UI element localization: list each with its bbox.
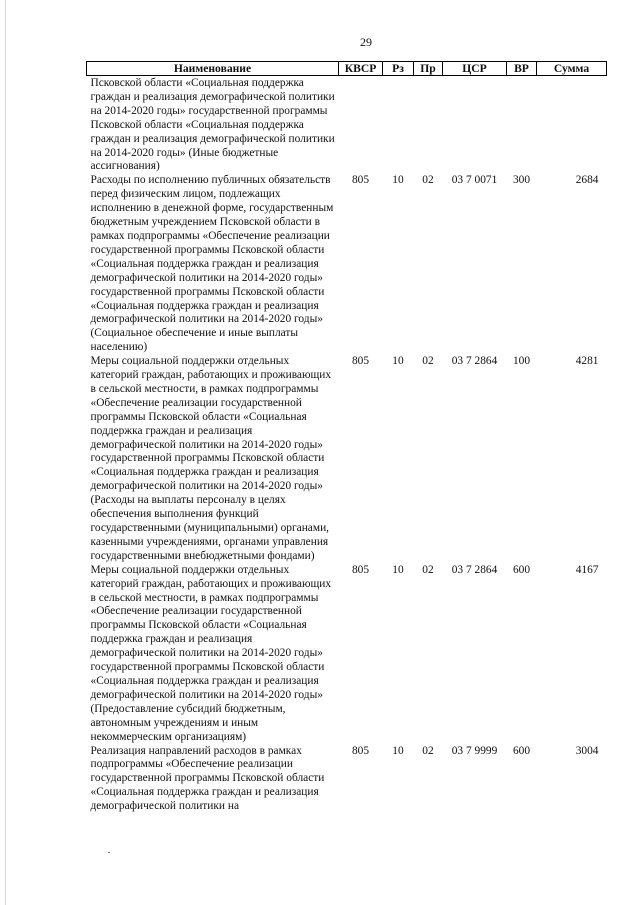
row-rz: 10 [392,355,404,368]
row-csr: 03 7 2864 [451,355,498,368]
row-kvsr: 805 [351,563,370,576]
header-csr: ЦСР [443,62,507,76]
row-vr: 600 [512,563,531,576]
table-row [87,564,607,745]
header-pr: Пр [414,62,443,76]
table-row [87,355,607,564]
row-vr: 100 [512,355,531,368]
table-header-row [87,62,607,76]
row-rz: 10 [392,744,404,757]
row-rz: 10 [392,174,404,187]
table-row [87,745,607,815]
header-vr: ВР [507,62,537,76]
row-sum: 3004 [575,744,599,757]
row-vr [507,76,537,175]
row-rz [383,76,414,175]
budget-table [86,61,607,814]
row-kvsr: 805 [351,174,370,187]
row-pr [414,76,443,175]
page-number: 29 [360,35,372,49]
header-name: Наименование [87,62,339,76]
header-sum: Сумма [537,62,607,76]
row-name: Меры социальной поддержки отдельных категорий граждан, работающих и проживающих в сельской местности, в рамках подпрограммы «Обеспечение реализации государственной программы Псковской области «Социальная поддержка граждан и реализация демографической политики на 2014-2020 годы» государственной программы Псковской области «Социальная поддержка граждан и реализация демографической политики на 2014-2020 годы» (Предоставление субсидий бюджетным, автономным учреждениям и иным некоммерческим организациям) [90,563,332,743]
row-csr: 03 7 9999 [451,744,498,757]
row-sum: 4281 [575,355,599,368]
row-name: Расходы по исполнению публичных обязательств перед физическим лицом, подлежащих исполнению в денежной форме, государственным бюджетным учреждением Псковской области в рамках подпрограммы «Обеспечение реализации государственной программы Псковской области «Социальная поддержка граждан и реализация демографической политики на 2014-2020 годы» государственной программы Псковской области «Социальная поддержка граждан и реализация демографической политики на 2014-2020 годы» (Социальное обеспечение и иные выплаты населению) [90,174,334,354]
row-pr: 02 [422,744,434,757]
table-row [87,174,607,355]
scan-speck [108,852,110,853]
row-rz: 10 [392,563,404,576]
row-csr [443,76,507,175]
header-rz: Рз [383,62,414,76]
row-name: Реализация направлений расходов в рамках подпрограммы «Обеспечение реализации государственной программы Псковской области «Социальная поддержка граждан и реализация демографической политики на [90,744,325,813]
row-vr: 600 [512,744,531,757]
row-pr: 02 [422,563,434,576]
row-csr: 03 7 2864 [451,563,498,576]
row-sum: 2684 [575,174,599,187]
row-sum: 4167 [575,563,599,576]
row-kvsr [339,76,383,175]
row-sum [537,76,607,175]
header-kvsr: КВСР [339,62,383,76]
row-pr: 02 [422,355,434,368]
row-name: Меры социальной поддержки отдельных категорий граждан, работающих и проживающих в сельской местности, в рамках подпрограммы «Обеспечение реализации государственной программы Псковской области «Социальная поддержка граждан и реализация демографической политики на 2014-2020 годы» государственной программы Псковской области «Социальная поддержка граждан и реализация демографической политики на 2014-2020 годы» (Расходы на выплаты персоналу в целях обеспечения выполнения функций государственными (муниципальными) органами, казенными учреждениями, органами управления государственными внебюджетными фондами) [90,355,332,562]
table-row [87,76,607,175]
scan-edge-line [5,0,6,905]
row-pr: 02 [422,174,434,187]
row-kvsr: 805 [351,744,370,757]
row-name: Псковской области «Социальная поддержка граждан и реализация демографической политики на 2014-2020 годы» государственной программы Псковской области «Социальная поддержка граждан и реализация демографической политики на 2014-2020 годы» (Иные бюджетные ассигнования) [90,77,335,173]
row-csr: 03 7 0071 [451,174,498,187]
row-kvsr: 805 [351,355,370,368]
row-vr: 300 [512,174,531,187]
